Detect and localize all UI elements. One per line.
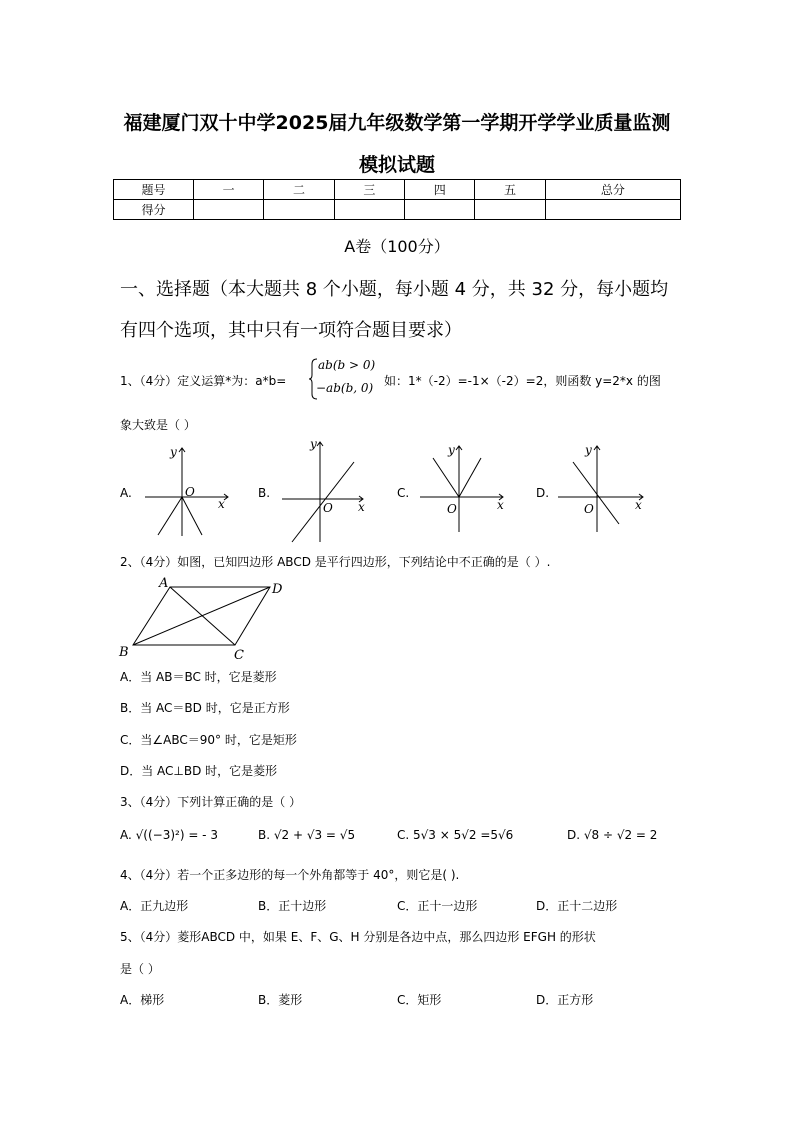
q1-brace <box>308 358 316 398</box>
q3-option-d: D. √8 ÷ √2 = 2 <box>567 828 658 842</box>
q5-option-d: D．正方形 <box>536 993 594 1007</box>
q1-option-c-graph <box>417 440 512 540</box>
graph-line <box>182 497 202 535</box>
score-cell <box>545 200 680 220</box>
q2-parallelogram-figure <box>115 575 295 665</box>
q1-option-d-graph <box>555 440 655 540</box>
score-table <box>113 179 681 220</box>
score-table-score-row <box>114 200 681 220</box>
q1-option-b-graph <box>278 436 373 546</box>
graph-line <box>459 458 481 497</box>
q2-option-d: D．当 AC⊥BD 时，它是菱形 <box>120 764 278 778</box>
diagonal-bd <box>133 587 270 645</box>
score-cell <box>405 200 475 220</box>
q1-case1: ab(b > 0) <box>318 358 376 372</box>
score-cell <box>194 200 264 220</box>
score-header-cell: 三 <box>334 180 404 200</box>
q2-option-c: C．当∠ABC＝90° 时，它是矩形 <box>120 733 297 747</box>
score-header-cell: 五 <box>475 180 545 200</box>
part1-heading-line1: 一、选择题（本大题共 8 个小题，每小题 4 分，共 32 分，每小题均 <box>120 279 669 300</box>
q5-option-c: C．矩形 <box>397 993 442 1007</box>
y-label: y <box>170 445 177 459</box>
q4-stem: 4、（4分）若一个正多边形的每一个外角都等于 40°，则它是( ). <box>120 868 460 882</box>
q2-stem: 2、（4分）如图，已知四边形 ABCD 是平行四边形，下列结论中不正确的是（ ）. <box>120 555 551 569</box>
q1-option-a-graph <box>140 440 235 540</box>
vertex-b: B <box>119 645 129 660</box>
q1-option-a-label: A. <box>120 486 132 500</box>
score-row-label: 得分 <box>114 200 194 220</box>
graph-line <box>433 458 459 497</box>
q5-option-a: A．梯形 <box>120 993 165 1007</box>
q3-option-a: A. √((−3)²) = - 3 <box>120 828 218 842</box>
origin-label: O <box>447 502 457 516</box>
q1-option-c-label: C. <box>397 486 410 500</box>
score-cell <box>264 200 334 220</box>
q5-stem-line2: 是（ ） <box>120 962 160 976</box>
x-label: x <box>635 498 642 512</box>
y-label: y <box>585 443 592 457</box>
vertex-a: A <box>159 576 169 591</box>
x-label: x <box>358 500 365 514</box>
q4-option-d: D．正十二边形 <box>536 899 618 913</box>
score-header-cell: 一 <box>194 180 264 200</box>
q1-case2: −ab(b, 0) <box>316 381 374 395</box>
q2-option-a: A．当 AB＝BC 时，它是菱形 <box>120 670 277 684</box>
q1-stem-prefix: 1、（4分）定义运算*为：a*b= <box>120 374 287 388</box>
q3-option-c: C. 5√3 × 5√2 =5√6 <box>397 828 514 842</box>
graph-line <box>573 462 619 524</box>
q1-option-b-label: B. <box>258 486 271 500</box>
origin-label: O <box>584 502 594 516</box>
y-label: y <box>310 437 317 451</box>
q1-option-d-label: D. <box>536 486 550 500</box>
part1-heading-line2: 有四个选项，其中只有一项符合题目要求） <box>120 320 462 341</box>
q3-option-b: B. √2 + √3 = √5 <box>258 828 356 842</box>
score-header-cell: 题号 <box>114 180 194 200</box>
x-label: x <box>218 497 225 511</box>
graph-line <box>158 497 182 535</box>
y-label: y <box>448 443 455 457</box>
q4-option-b: B．正十边形 <box>258 899 327 913</box>
paper-section-heading: A卷（100分） <box>344 237 450 256</box>
x-label: x <box>497 498 504 512</box>
exam-title-line2: 模拟试题 <box>358 154 435 176</box>
score-header-cell: 总分 <box>545 180 680 200</box>
vertex-c: C <box>234 648 244 663</box>
q1-stem-suffix: 如：1*（-2）=-1×（-2）=2，则函数 y=2*x 的图 <box>384 374 661 388</box>
q5-stem-line1: 5、（4分）菱形ABCD 中，如果 E、F、G、H 分别是各边中点，那么四边形 EFGH 的形状 <box>120 930 596 944</box>
score-header-cell: 二 <box>264 180 334 200</box>
score-cell <box>475 200 545 220</box>
q4-option-a: A．正九边形 <box>120 899 189 913</box>
q1-stem-line2: 象大致是（ ） <box>120 418 196 432</box>
q5-option-b: B．菱形 <box>258 993 303 1007</box>
exam-title-line1: 福建厦门双十中学2025届九年级数学第一学期开学学业质量监测 <box>123 112 671 134</box>
origin-label: O <box>185 485 195 499</box>
origin-label: O <box>323 501 333 515</box>
score-header-cell: 四 <box>405 180 475 200</box>
q2-option-b: B．当 AC＝BD 时，它是正方形 <box>120 701 290 715</box>
q4-option-c: C．正十一边形 <box>397 899 478 913</box>
q3-stem: 3、（4分）下列计算正确的是（ ） <box>120 795 302 809</box>
score-cell <box>334 200 404 220</box>
vertex-d: D <box>272 582 283 597</box>
score-table-header-row <box>114 180 681 200</box>
